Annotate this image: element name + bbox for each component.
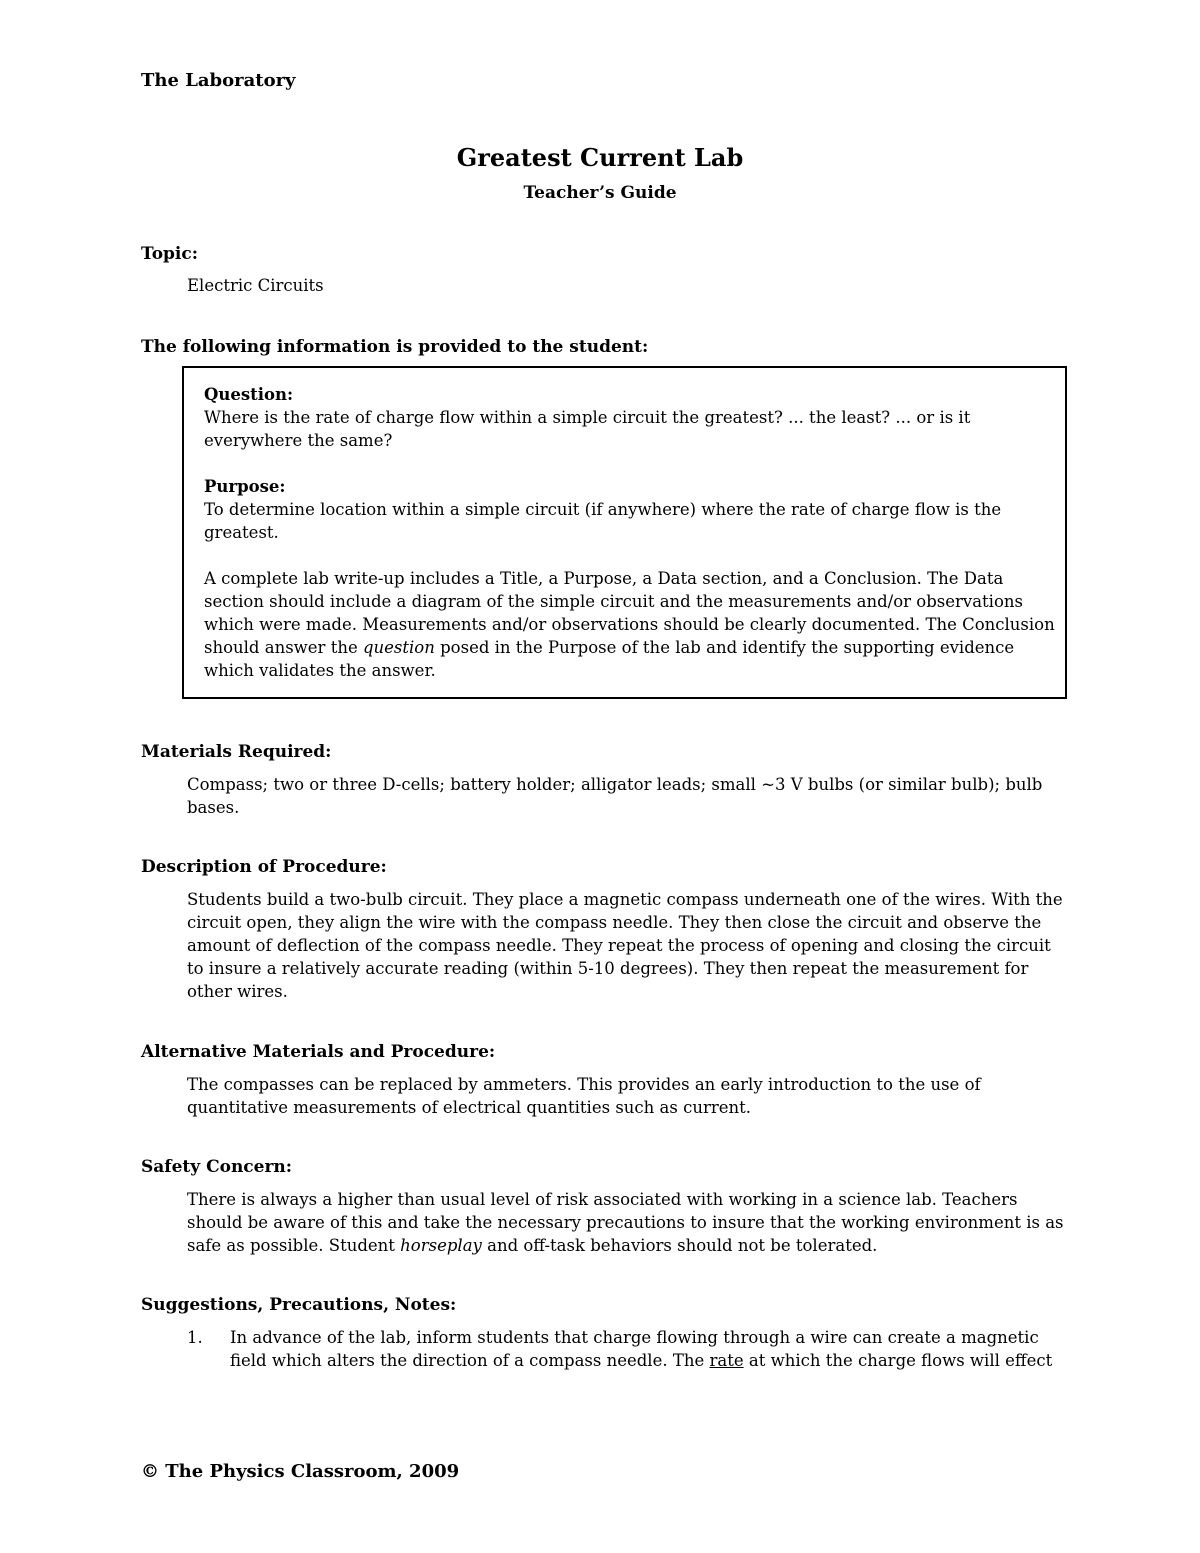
copyright-footer: © The Physics Classroom, 2009 (141, 1461, 460, 1482)
suggestions-label: Suggestions, Precautions, Notes: (141, 1295, 457, 1315)
list-item-text (230, 1326, 1060, 1372)
list-item-text-underlined: rate (709, 1351, 744, 1370)
purpose-label: Purpose: (204, 477, 286, 496)
safety-text-part-2: and off-task behaviors should not be tolerated. (481, 1236, 878, 1255)
materials-text: Compass; two or three D-cells; battery holder; alligator leads; small ~3 V bulbs (or similar bulb); bulb bases. (187, 775, 1043, 817)
alternative-label: Alternative Materials and Procedure: (141, 1042, 496, 1062)
procedure-text: Students build a two-bulb circuit. They place a magnetic compass underneath one of the wires. With the circuit open, they align the wire with the compass needle. They then close the circuit and observe the amount of deflection of the compass needle. They repeat the process of opening and closing the circuit to insure a relatively accurate reading (within 5-10 degrees). They then repeat the measurement for other wires. (187, 890, 1063, 1001)
question-label: Question: (204, 385, 294, 404)
student-info-box (182, 366, 1067, 699)
topic-value: Electric Circuits (187, 276, 324, 295)
writeup-text-emphasis: question (362, 638, 435, 657)
list-item-number: 1. (187, 1328, 203, 1347)
page-title: Greatest Current Lab (456, 143, 744, 172)
page-subtitle: Teacher’s Guide (523, 183, 677, 203)
writeup-text (204, 567, 1056, 682)
safety-text-emphasis: horseplay (400, 1236, 482, 1255)
list-item-text-part-2: at which the charge flows will effect (743, 1351, 1053, 1370)
question-text: Where is the rate of charge flow within a simple circuit the greatest? ... the least? ... or is it everywhere the same? (204, 408, 971, 450)
purpose-text: To determine location within a simple circuit (if anywhere) where the rate of charge flow is the greatest. (204, 500, 1002, 542)
topic-label: Topic: (141, 244, 199, 264)
list-item-text-part-1: In advance of the lab, inform students that charge flowing through a wire can create a magnetic field which alters the direction of a compass needle. The (230, 1328, 1039, 1370)
safety-text (187, 1188, 1067, 1257)
writeup-text-part-1: A complete lab write-up includes a Title, a Purpose, a Data section, and a Conclusion. The Data section should include a diagram of the simple circuit and the measurements and/or observations which were made. Measurements and/or observations should be clearly documented. The Conclusion should answer the (204, 569, 1055, 657)
materials-label: Materials Required: (141, 742, 332, 762)
alternative-text: The compasses can be replaced by ammeters. This provides an early introduction to the use of quantitative measurements of electrical quantities such as current. (187, 1075, 981, 1117)
writeup-text-part-2: posed in the Purpose of the lab and identify the supporting evidence which validates the answer. (204, 638, 1015, 680)
running-header: The Laboratory (141, 70, 296, 91)
safety-label: Safety Concern: (141, 1157, 293, 1177)
procedure-label: Description of Procedure: (141, 857, 387, 877)
student-info-label: The following information is provided to the student: (141, 337, 649, 357)
safety-text-part-1: There is always a higher than usual level of risk associated with working in a science lab. Teachers should be aware of this and take the necessary precautions to insure that the working environment is as safe as possible. Student (187, 1190, 1064, 1255)
